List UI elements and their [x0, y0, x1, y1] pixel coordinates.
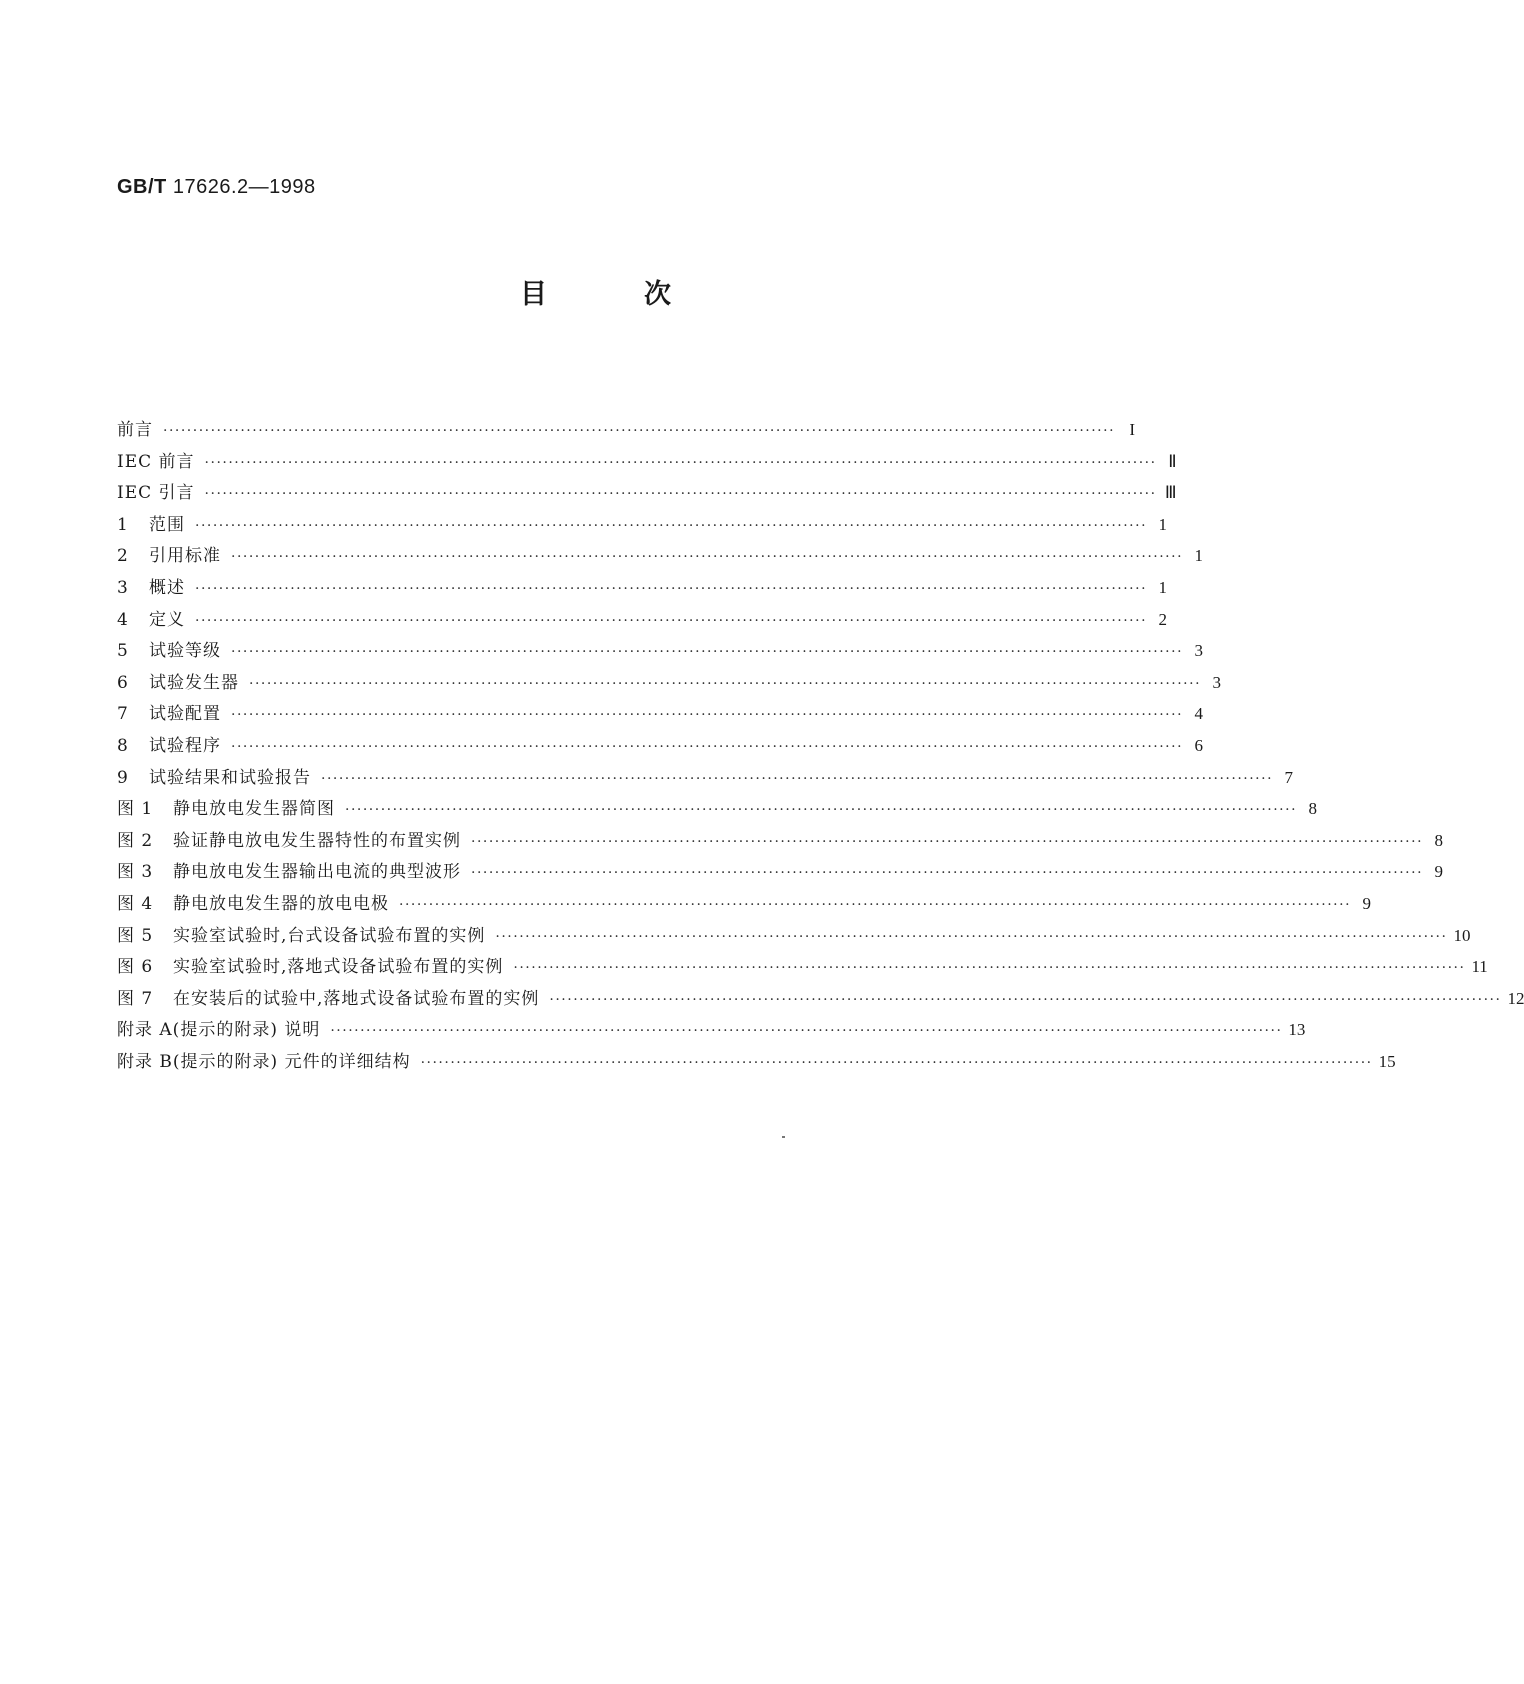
standard-code [117, 176, 316, 199]
toc-entry-number: 4 [117, 609, 129, 630]
table-of-contents [117, 415, 1524, 1078]
toc-entry-number: 图 4 [117, 893, 154, 914]
toc-entry-number: 图 3 [117, 862, 154, 883]
toc-entry-label: 试验等级 [149, 641, 221, 662]
toc-entry[interactable] [117, 415, 1136, 447]
toc-entry-page: 7 [1284, 767, 1294, 787]
toc-entry[interactable] [117, 889, 1372, 921]
toc-leader-dots: ································································································································································ [471, 865, 1424, 882]
toc-leader-dots: ································································································································································ [471, 833, 1424, 850]
toc-leader-dots: ································································································································································ [231, 644, 1184, 661]
toc-leader-dots: ································································································································································ [321, 770, 1274, 787]
toc-leader-dots: ································································································································································ [204, 454, 1157, 471]
toc-entry-page: 3 [1194, 641, 1204, 661]
toc-leader-dots: ································································································································································ [195, 612, 1148, 629]
toc-entry-label: 静电放电发生器的放电电极 [173, 893, 389, 914]
toc-entry[interactable] [117, 826, 1444, 858]
toc-entry-label: 验证静电放电发生器特性的布置实例 [173, 830, 461, 851]
toc-leader-dots: ································································································································································ [163, 423, 1116, 439]
title-char-2: 次 [644, 279, 671, 310]
toc-entry-number: 7 [117, 704, 129, 725]
toc-entry-number: 图 6 [117, 957, 154, 978]
toc-entry-number: 6 [117, 672, 129, 693]
toc-entry-number: 图 2 [117, 830, 154, 851]
toc-entry[interactable] [117, 921, 1471, 953]
toc-entry-page: 8 [1308, 799, 1318, 819]
scan-speck [782, 1136, 785, 1138]
toc-entry-label: 试验程序 [149, 735, 221, 756]
toc-entry-page: Ⅱ [1168, 451, 1177, 471]
toc-leader-dots: ································································································································································ [231, 549, 1184, 566]
toc-entry-label: 在安装后的试验中,落地式设备试验布置的实例 [173, 988, 540, 1009]
toc-entry-page: 15 [1378, 1051, 1396, 1071]
toc-entry-number: 3 [117, 577, 129, 598]
toc-leader-dots: ································································································································································ [249, 675, 1202, 692]
toc-entry[interactable] [117, 447, 1177, 479]
toc-entry[interactable] [117, 952, 1488, 984]
toc-entry-page: 2 [1158, 609, 1168, 629]
toc-entry-label: 概述 [149, 577, 185, 598]
toc-leader-dots: ································································································································································ [420, 1054, 1373, 1071]
toc-entry-page: Ⅲ [1164, 483, 1177, 503]
toc-entry-label: 实验室试验时,台式设备试验布置的实例 [173, 925, 486, 946]
toc-entry-page: 3 [1212, 672, 1222, 692]
toc-entry-page: 6 [1194, 735, 1204, 755]
toc-entry[interactable] [117, 605, 1168, 637]
toc-leader-dots: ································································································································································ [204, 486, 1157, 503]
toc-entry-number: 9 [117, 767, 129, 788]
toc-leader-dots: ································································································································································ [330, 1023, 1283, 1040]
toc-entry[interactable] [117, 636, 1204, 668]
toc-entry[interactable] [117, 541, 1204, 573]
toc-entry-page: 1 [1158, 514, 1168, 534]
toc-entry-label: 试验发生器 [149, 672, 239, 693]
toc-entry-page: 1 [1194, 546, 1204, 566]
toc-entry[interactable] [117, 763, 1294, 795]
toc-entry-label: 实验室试验时,落地式设备试验布置的实例 [173, 957, 504, 978]
toc-entry-number: 图 5 [117, 925, 154, 946]
toc-entry-page: 4 [1194, 704, 1204, 724]
toc-entry[interactable] [117, 731, 1204, 763]
toc-entry[interactable] [117, 794, 1318, 826]
toc-entry-label: 试验结果和试验报告 [149, 767, 311, 788]
toc-entry-label: 前言 [117, 420, 153, 440]
toc-entry-number: 2 [117, 546, 129, 567]
toc-leader-dots: ································································································································································ [345, 802, 1298, 819]
toc-leader-dots: ································································································································································ [195, 517, 1148, 534]
toc-entry-page: 9 [1362, 893, 1372, 913]
page-title [0, 272, 1191, 311]
toc-entry-label: 静电放电发生器输出电流的典型波形 [173, 862, 461, 883]
toc-entry-number: 图 1 [117, 799, 154, 820]
toc-entry[interactable] [117, 668, 1222, 700]
toc-entry-label: 附录 B(提示的附录) 元件的详细结构 [117, 1051, 411, 1072]
standard-code-number: 17626.2—1998 [166, 176, 316, 198]
toc-entry[interactable] [117, 1015, 1306, 1047]
toc-leader-dots: ································································································································································ [513, 960, 1466, 977]
toc-entry-page: 10 [1453, 925, 1471, 945]
toc-entry-label: 范围 [149, 514, 185, 535]
toc-entry-page: 12 [1507, 988, 1524, 1008]
toc-entry-label: 引用标准 [149, 546, 221, 567]
toc-entry-label: 定义 [149, 609, 185, 630]
toc-entry-number: 5 [117, 641, 129, 662]
toc-entry-label: IEC 引言 [117, 483, 195, 504]
toc-entry-page: I [1129, 420, 1136, 439]
toc-leader-dots: ································································································································································ [231, 707, 1184, 724]
toc-entry[interactable] [117, 478, 1177, 510]
toc-leader-dots: ································································································································································ [549, 991, 1502, 1008]
toc-entry-label: 附录 A(提示的附录) 说明 [117, 1020, 321, 1041]
toc-entry[interactable] [117, 984, 1524, 1016]
toc-entry-label: 试验配置 [149, 704, 221, 725]
toc-entry[interactable] [117, 1047, 1396, 1079]
toc-entry[interactable] [117, 857, 1444, 889]
toc-entry-label: 静电放电发生器简图 [173, 799, 335, 820]
toc-entry-label: IEC 前言 [117, 451, 195, 472]
toc-entry[interactable] [117, 699, 1204, 731]
standard-code-prefix: GB/T [117, 176, 167, 198]
toc-entry-number: 图 7 [117, 988, 154, 1009]
toc-entry-number: 8 [117, 735, 129, 756]
title-char-1: 目 [520, 279, 547, 310]
toc-entry[interactable] [117, 510, 1168, 542]
toc-leader-dots: ································································································································································ [231, 738, 1184, 755]
toc-entry-page: 1 [1158, 577, 1168, 597]
toc-leader-dots: ································································································································································ [399, 896, 1352, 913]
toc-entry-page: 13 [1288, 1020, 1306, 1040]
toc-entry-number: 1 [117, 514, 129, 535]
toc-entry-page: 11 [1471, 957, 1488, 977]
toc-leader-dots: ································································································································································ [495, 928, 1448, 945]
toc-entry-page: 8 [1434, 830, 1444, 850]
toc-entry[interactable] [117, 573, 1168, 605]
toc-entry-page: 9 [1434, 862, 1444, 882]
toc-leader-dots: ································································································································································ [195, 580, 1148, 597]
